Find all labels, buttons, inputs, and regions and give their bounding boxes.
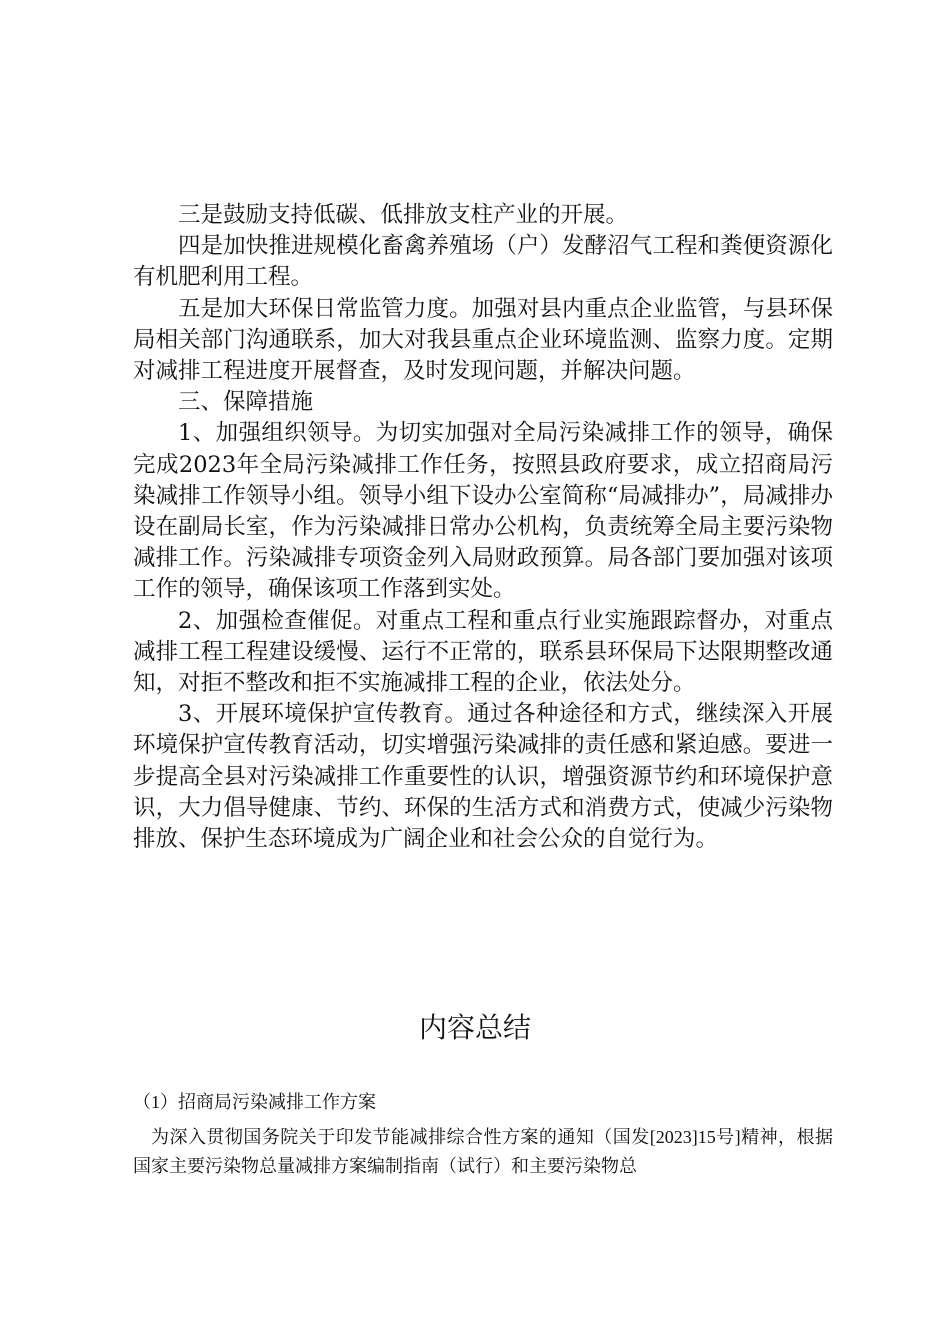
document-body [133,200,833,855]
paragraph-supervision: 五是加大环保日常监管力度。加强对县内重点企业监管，与县环保局相关部门沟通联系，加大对我县重点企业环境监测、监察力度。定期对减排工程进度开展督查，及时发现问题，并解决问题。 [133,295,833,385]
section-heading-safeguards: 三、保障措施 [178,389,314,416]
summary-text: 为深入贯彻国务院关于印发节能减排综合性方案的通知（国发[2023]15号]精神，根据国家主要污染物总量减排方案编制指南（试行）和主要污染物总 [133,1127,833,1176]
paragraph-leadership: 1、加强组织领导。为切实加强对全局污染减排工作的领导，确保完成2023年全局污染减排工作任务，按照县政府要求，成立招商局污染减排工作领导小组。领导小组下设办公室简称“局减排办”，局减排办设在副局长室，作为污染减排日常办公机构，负责统筹全局主要污染物减排工作。污染减排专项资金列入局财政预算。局各部门要加强对该项工作的领导，确保该项工作落到实处。 [133,420,833,603]
paragraph-education: 3、开展环境保护宣传教育。通过各种途径和方式，继续深入开展环境保护宣传教育活动，切实增强污染减排的责任感和紧迫感。要进一步提高全县对污染减排工作重要性的认识，增强资源节约和环境保护意识，大力倡导健康、节约、环保的生活方式和消费方式，使减少污染物排放、保护生态环境成为广阔企业和社会公众的自觉行为。 [133,701,833,853]
summary-title: 内容总结 [418,1011,531,1044]
paragraph-biogas: 四是加快推进规模化畜禽养殖场（户）发酵沼气工程和粪便资源化有机肥利用工程。 [133,233,833,291]
paragraph-inspection: 2、加强检查催促。对重点工程和重点行业实施跟踪督办，对重点减排工程工程建设缓慢、运行不正常的，联系县环保局下达限期整改通知，对拒不整改和拒不实施减排工程的企业，依法处分。 [133,607,833,697]
summary-body [133,1088,833,1181]
summary-heading: （1）招商局污染减排工作方案 [133,1092,376,1112]
paragraph-low-carbon: 三是鼓励支持低碳、低排放支柱产业的开展。 [178,202,629,228]
